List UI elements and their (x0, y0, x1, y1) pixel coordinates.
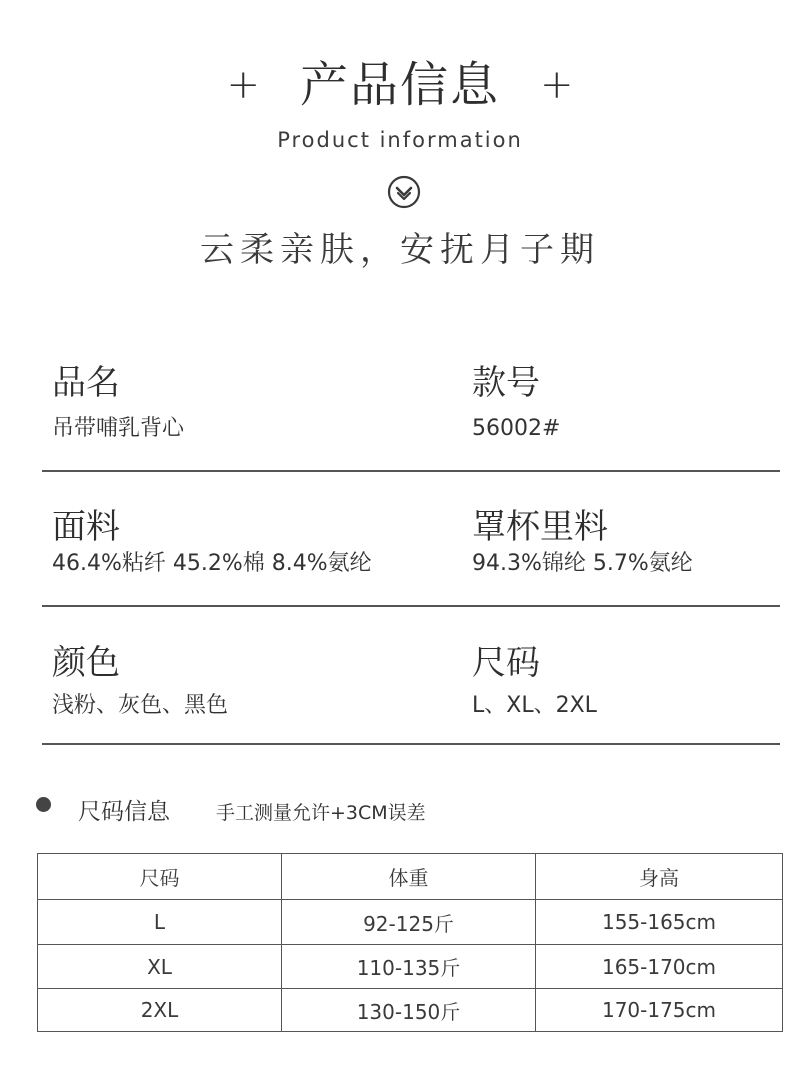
cup-lining-value: 94.3%锦纶 5.7%氨纶 (472, 551, 693, 576)
table-cell: L (38, 900, 282, 945)
fabric-value: 46.4%粘纤 45.2%棉 8.4%氨纶 (52, 551, 372, 576)
table-header-cell: 体重 (282, 854, 536, 900)
size-label: 尺码 (472, 643, 540, 683)
table-row (38, 945, 783, 989)
page-title: 产品信息 (299, 57, 500, 113)
style-value: 56002# (472, 416, 561, 441)
slogan: 云柔亲肤，安抚月子期 (200, 230, 600, 270)
divider (42, 605, 780, 607)
plus-left: + (226, 62, 260, 108)
table-cell: 155-165cm (536, 900, 783, 945)
cup-lining-label: 罩杯里料 (472, 507, 608, 547)
size-info-note: 手工测量允许+3CM误差 (216, 802, 426, 824)
table-header-row (38, 854, 783, 900)
name-label: 品名 (52, 363, 120, 403)
style-label: 款号 (472, 363, 540, 403)
divider (42, 470, 780, 472)
name-value: 吊带哺乳背心 (52, 416, 185, 441)
size-table (37, 853, 783, 1032)
table-cell: 165-170cm (536, 945, 783, 989)
color-label: 颜色 (52, 643, 120, 683)
table-header-cell: 身高 (536, 854, 783, 900)
table-cell: 2XL (38, 989, 282, 1032)
size-value: L、XL、2XL (472, 693, 597, 718)
table-cell: XL (38, 945, 282, 989)
page-subtitle: Product information (277, 128, 523, 152)
table-cell: 130-150斤 (282, 989, 536, 1032)
table-row (38, 989, 783, 1032)
fabric-label: 面料 (52, 507, 120, 547)
table-cell: 92-125斤 (282, 900, 536, 945)
chevron-down-circle-icon (387, 175, 421, 209)
bullet-dot-icon (36, 797, 51, 812)
color-value: 浅粉、灰色、黑色 (52, 693, 229, 718)
table-header-cell: 尺码 (38, 854, 282, 900)
page-header (0, 50, 800, 120)
table-cell: 110-135斤 (282, 945, 536, 989)
table-cell: 170-175cm (536, 989, 783, 1032)
divider (42, 743, 780, 745)
table-row (38, 900, 783, 945)
size-info-title: 尺码信息 (78, 799, 170, 825)
plus-right: + (540, 62, 574, 108)
